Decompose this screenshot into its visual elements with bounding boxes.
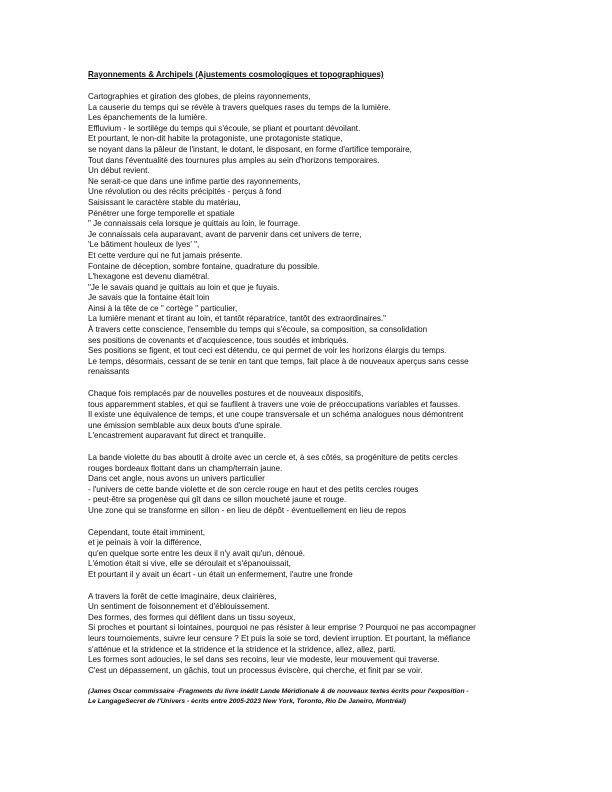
stanza: [88, 592, 528, 677]
document-content: [88, 70, 528, 706]
poem-line: tous apparemment stables, et qui se faufilent à travers une voie de préoccupations variables et fausses.: [88, 399, 461, 409]
poem-line: - l'univers de cette bande violette et de son cercle rouge en haut et des petits cercles rouges: [88, 484, 419, 494]
poem-line: Une zone qui se transforme en sillon - en lieu de dépôt - éventuellement en lieu de repos: [88, 505, 407, 515]
poem-line: Et cette verdure qui ne fut jamais présente.: [88, 250, 243, 260]
poem-line: et je peinais à voir la différence,: [88, 538, 202, 548]
poem-line: une émission semblable aux deux bouts d'une spirale.: [88, 420, 283, 430]
poem-line: Une révolution ou des récits précipités - perçus à fond: [88, 187, 282, 197]
poem-line: Ainsi à la tête de ce " cortège " particulier,: [88, 303, 238, 313]
poem-line: Le temps, désormais, cessant de se tenir en tant que temps, fait place à de nouveaux aperçus sans cesse: [88, 356, 469, 366]
poem-line: Et pourtant, le non-dit habite la protagoniste, une protagoniste statique,: [88, 134, 343, 144]
poem-line: L'émotion était si vive, elle se déroulait et s'épanouissait,: [88, 559, 291, 569]
poem-line: Un début revient.: [88, 166, 150, 176]
poem-line: Dans cet angle, nous avons un univers particulier: [88, 474, 265, 484]
poem-line: Les épanchements de la lumière.: [88, 113, 208, 123]
poem-line: Ne serait-ce que dans une infime partie des rayonnements,: [88, 176, 301, 186]
poem-line: La lumière menant et tirant au loin, et tantôt réparatrice, tantôt des extraordinaires.": [88, 314, 387, 324]
poem-line: renaissants: [88, 367, 130, 377]
poem-line: Les formes sont adoucies, le sel dans ses recoins, leur vie modeste, leur mouvement qui traverse.: [88, 655, 440, 665]
poem-body: [88, 92, 528, 676]
poem-line: qu'en quelque sorte entre les deux il n'y avait qu'un, dénoué.: [88, 548, 306, 558]
poem-line: - peut-être sa progenèse qui gît dans ce sillon moucheté jaune et rouge.: [88, 495, 347, 505]
credit-line: (James Oscar commissaire -Fragments du livre inédit Lande Méridionale & de nouveaux textes écrits pour l'exposition -: [88, 688, 469, 696]
poem-line: ses positions de covenants et d'acquiescence, tous soudés et imbriqués.: [88, 335, 349, 345]
poem-line: À travers cette conscience, l'ensemble du temps qui s'écoule, sa composition, sa consolidation: [88, 325, 428, 335]
stanza: [88, 528, 528, 581]
stanza: [88, 92, 528, 378]
poem-line: La causerie du temps qui se révèle à travers quelques rases du temps de la lumière.: [88, 102, 391, 112]
poem-line: s'atténue et la stridence et la stridence et la stridence et la stridence, allez, allez, parti.: [88, 644, 396, 654]
poem-line: Cependant, toute était imminent,: [88, 527, 205, 537]
poem-line: Je savais que la fontaine était loin: [88, 293, 210, 303]
poem-line: Je connaissais cela auparavant, avant de parvenir dans cet univers de terre,: [88, 229, 362, 239]
poem-line: Tout dans l'éventualité des tournures plus amples au sein d'horizons temporaires.: [88, 155, 380, 165]
poem-line: leurs tournoiements, suivre leur censure ? Et puis la soie se tord, devient irruption. Et pourtant, la méfiance: [88, 633, 471, 643]
poem-line: se noyant dans la pâleur de l'instant, le dotant, le disposant, en forme d'artifice temporaire,: [88, 144, 412, 154]
poem-line: 'Le bâtiment houleux de lyes' ",: [88, 240, 200, 250]
poem-line: A travers la forêt de cette imaginaire, deux clairières,: [88, 591, 277, 601]
credit-note: [88, 687, 528, 706]
poem-line: Pénétrer une forge temporelle et spatiale: [88, 208, 235, 218]
poem-line: Si proches et pourtant si lointaines, pourquoi ne pas résister à leur emprise ? Pourquoi ne pas accompagner: [88, 623, 476, 633]
poem-line: Des formes, des formes qui défilent dans un tissu soyeux,: [88, 612, 296, 622]
poem-line: "Je le savais quand je quittais au loin et que je fuyais.: [88, 282, 280, 292]
poem-line: Ses positions se figent, et tout ceci est détendu, ce qui permet de voir les horizons élargis du temps.: [88, 346, 447, 356]
poem-line: Saisissant le caractère stable du matériau,: [88, 197, 241, 207]
poem-line: L'hexagone est devenu diamétral.: [88, 272, 210, 282]
poem-line: La bande violette du bas aboutit à droite avec un cercle et, à ses côtés, sa progéniture de petits cercles: [88, 453, 458, 462]
poem-line: Effluvium - le sortilège du temps qui s'écoule, se pliant et pourtant dévoilant.: [88, 123, 361, 133]
poem-line: Un sentiment de foisonnement et d'éblouissement.: [88, 602, 270, 612]
poem-line: rouges bordeaux flottant dans un champ/terrain jaune.: [88, 463, 283, 473]
poem-line: Il existe une équivalence de temps, et une coupe transversale et un schéma analogues nous démontrent: [88, 410, 464, 420]
stanza: [88, 389, 528, 442]
stanza: [88, 453, 528, 517]
poem-line: Chaque fois remplacés par de nouvelles postures et de nouveaux dispositifs,: [88, 389, 364, 399]
poem-line: " Je connaissais cela lorsque je quittais au loin, le fourrage.: [88, 219, 301, 229]
poem-line: Et pourtant il y avait un écart - un était un enfermement, l'autre une fronde: [88, 569, 353, 579]
poem-line: C'est un dépassement, un gâchis, tout un processus éviscère, qui cherche, et finit par se voir.: [88, 665, 423, 675]
credit-line: Le LangageSecret de l'Univers - écrits entre 2005-2023 New York, Toronto, Rio De Janeiro, Montréal): [88, 698, 406, 706]
document-title: Rayonnements & Archipels (Ajustements cosmologiques et topographiques): [88, 70, 384, 79]
poem-line: Fontaine de déception, sombre fontaine, quadrature du possible.: [88, 261, 320, 271]
poem-line: L'encastrement auparavant fut direct et tranquille.: [88, 431, 266, 441]
poem-line: Cartographies et giration des globes, de pleins rayonnements,: [88, 92, 311, 101]
